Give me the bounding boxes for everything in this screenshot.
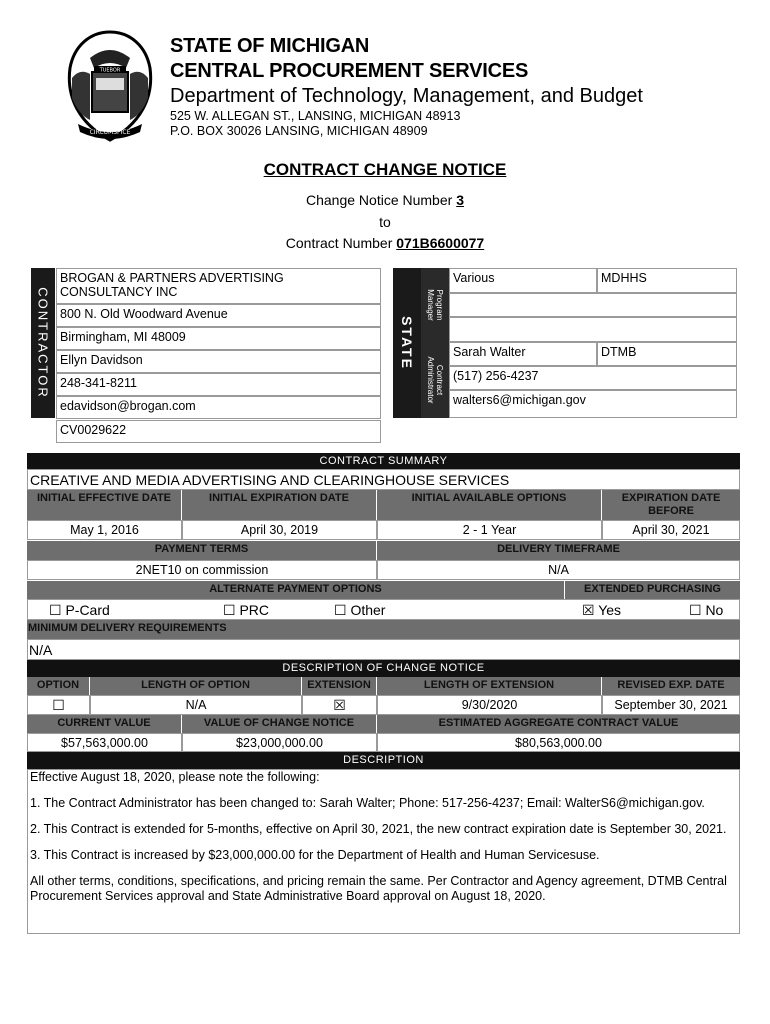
org-title: CENTRAL PROCUREMENT SERVICES (170, 60, 529, 82)
delivery-timeframe-value: N/A (377, 560, 740, 580)
address-line-1: 525 W. ALLEGAN ST., LANSING, MICHIGAN 48913 (170, 109, 461, 123)
change-notice-header: DESCRIPTION OF CHANGE NOTICE (27, 660, 740, 677)
col-revised-exp-date: REVISED EXP. DATE (602, 677, 740, 695)
description-closing: All other terms, conditions, specifications, and pricing remain the same. Per Contractor and Agency agreement, DTMB Central Procurement Services approval and State Administrative Board approval on August 18, 2020. (30, 874, 727, 903)
description-header: DESCRIPTION (27, 752, 740, 769)
contractor-vendor-id: CV0029622 (56, 420, 381, 443)
val-current-value: $57,563,000.00 (27, 733, 182, 752)
col-expiration-date-before: EXPIRATION DATE BEFORE (602, 490, 740, 520)
col-length-of-option: LENGTH OF OPTION (90, 677, 302, 695)
min-delivery-value: N/A (27, 639, 740, 660)
val-revised-exp-date: September 30, 2021 (602, 695, 740, 715)
contract-admin-name: Sarah Walter (449, 342, 597, 366)
contract-title: CREATIVE AND MEDIA ADVERTISING AND CLEARINGHOUSE SERVICES (27, 469, 740, 490)
val-extension-checkbox: ☒ (302, 695, 377, 715)
description-body (27, 769, 740, 934)
col-initial-effective-date: INITIAL EFFECTIVE DATE (27, 490, 182, 520)
val-expiration-date-before: April 30, 2021 (602, 520, 740, 540)
contractor-phone: 248-341-8211 (56, 373, 381, 396)
col-value-of-change: VALUE OF CHANGE NOTICE (182, 715, 377, 733)
address-line-2: P.O. BOX 30026 LANSING, MICHIGAN 48909 (170, 124, 428, 138)
contract-admin-label-bar (421, 342, 449, 418)
seal-banner-bottom: CIRCUMSPICE (89, 129, 131, 136)
program-manager-name: Various (449, 268, 597, 293)
seal-banner-top: TUEBOR (99, 67, 121, 74)
contract-admin-phone: (517) 256-4237 (449, 366, 737, 390)
state-label: STATE (399, 316, 415, 370)
program-manager-agency: MDHHS (597, 268, 737, 293)
val-initial-available-options: 2 - 1 Year (377, 520, 602, 540)
col-initial-expiration-date: INITIAL EXPIRATION DATE (182, 490, 377, 520)
no-checkbox[interactable]: ☐ No (689, 602, 724, 618)
contract-admin-agency: DTMB (597, 342, 737, 366)
val-option-checkbox: ☐ (27, 695, 90, 715)
change-notice-line (0, 192, 770, 208)
pcard-checkbox[interactable]: ☐ P-Card (49, 602, 110, 618)
col-length-of-extension: LENGTH OF EXTENSION (377, 677, 602, 695)
contract-admin-label: Contract Administrator (426, 356, 444, 404)
program-manager-blank-1 (449, 293, 737, 317)
extended-purchasing-label: EXTENDED PURCHASING (565, 581, 740, 599)
val-value-of-change: $23,000,000.00 (182, 733, 377, 752)
state-title: STATE OF MICHIGAN (170, 35, 370, 57)
payment-terms-label: PAYMENT TERMS (27, 541, 377, 560)
delivery-timeframe-label: DELIVERY TIMEFRAME (377, 541, 740, 560)
program-manager-label-bar (421, 268, 449, 342)
contract-number-line (0, 235, 770, 251)
program-manager-blank-2 (449, 317, 737, 342)
change-notice-label: Change Notice Number (306, 192, 457, 208)
col-option: OPTION (27, 677, 90, 695)
dept-title: Department of Technology, Management, and Budget (170, 85, 643, 107)
to-text: to (379, 214, 391, 230)
val-estimated-aggregate-value: $80,563,000.00 (377, 733, 740, 752)
contract-number-label: Contract Number (285, 235, 397, 251)
contract-summary-header: CONTRACT SUMMARY (27, 453, 740, 469)
description-item-2: 2. This Contract is extended for 5-months, effective on April 30, 2021, the new contract expiration date is September 30, 2021. (30, 822, 727, 836)
state-label-bar (393, 268, 421, 418)
val-initial-effective-date: May 1, 2016 (27, 520, 182, 540)
other-checkbox[interactable]: ☐ Other (334, 602, 386, 618)
col-current-value: CURRENT VALUE (27, 715, 182, 733)
contractor-label-bar (31, 268, 55, 418)
contract-number-value: 071B6600077 (396, 235, 485, 251)
michigan-state-seal-icon (60, 28, 160, 148)
contractor-city: Birmingham, MI 48009 (56, 327, 381, 350)
val-length-of-extension: 9/30/2020 (377, 695, 602, 715)
description-item-3: 3. This Contract is increased by $23,000,000.00 for the Department of Health and Human Servicesuse. (30, 848, 600, 862)
program-manager-label: Program Manager (426, 289, 444, 321)
alt-payment-options-label: ALTERNATE PAYMENT OPTIONS (27, 581, 565, 599)
contractor-email: edavidson@brogan.com (56, 396, 381, 419)
col-extension: EXTENSION (302, 677, 377, 695)
contractor-contact: Ellyn Davidson (56, 350, 381, 373)
val-length-of-option: N/A (90, 695, 302, 715)
description-intro: Effective August 18, 2020, please note the following: (30, 770, 320, 784)
description-item-1: 1. The Contract Administrator has been changed to: Sarah Walter; Phone: 517-256-4237; Email: WalterS6@michigan.gov. (30, 796, 705, 810)
change-notice-number: 3 (456, 192, 464, 208)
val-initial-expiration-date: April 30, 2019 (182, 520, 377, 540)
payment-terms-value: 2NET10 on commission (27, 560, 377, 580)
min-delivery-label: MINIMUM DELIVERY REQUIREMENTS (27, 620, 740, 639)
contractor-name: BROGAN & PARTNERS ADVERTISING CONSULTANCY INC (56, 268, 381, 304)
contractor-street: 800 N. Old Woodward Avenue (56, 304, 381, 327)
contract-admin-email: walters6@michigan.gov (449, 390, 737, 418)
col-initial-available-options: INITIAL AVAILABLE OPTIONS (377, 490, 602, 520)
contractor-label: CONTRACTOR (35, 287, 51, 399)
yes-checkbox[interactable]: ☒ Yes (582, 602, 622, 618)
prc-checkbox[interactable]: ☐ PRC (223, 602, 269, 618)
col-estimated-aggregate-value: ESTIMATED AGGREGATE CONTRACT VALUE (377, 715, 740, 733)
notice-title: CONTRACT CHANGE NOTICE (263, 160, 507, 179)
